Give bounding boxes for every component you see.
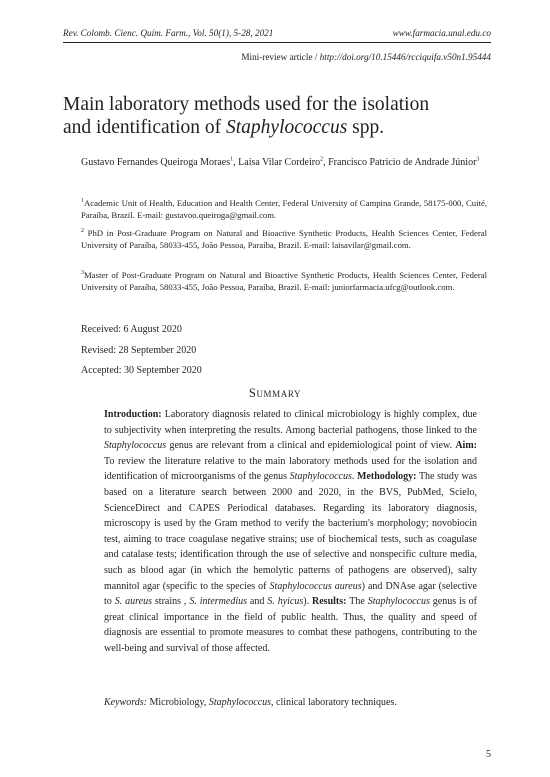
revised-date: Revised: 28 September 2020 — [81, 345, 197, 356]
doi-link[interactable]: http://doi.org/10.15446/rcciquifa.v50n1.95444 — [319, 52, 491, 62]
intro-label: Introduction: — [104, 409, 162, 420]
author-1: Gustavo Fernandes Queiroga Moraes — [81, 157, 231, 168]
title-genus: Staphylococcus — [226, 117, 348, 138]
article-type-label: Mini-review article / — [241, 52, 320, 62]
author-2: , Laísa Vilar Cordeiro — [233, 157, 321, 168]
species-name: S. intermedius — [189, 596, 247, 608]
genus-name: Staphylococcus — [367, 596, 430, 608]
affiliation-1-text: Academic Unit of Health, Education and Health Center, Federal University of Campina Grande, 58175-000, Cuité, Paraíba, Brazil. E-mail: gustavoo.queiroga@gmail.com. — [81, 198, 487, 221]
page-number: 5 — [486, 749, 491, 760]
abstract-text: strains , — [151, 596, 190, 608]
journal-citation: Rev. Colomb. Cienc. Quím. Farm., Vol. 50(1), 5-28, 2021 — [63, 28, 274, 38]
abstract-body — [104, 407, 477, 657]
abstract-text: . — [351, 471, 358, 483]
abstract-text: ). — [303, 596, 313, 608]
abstract-text: ) and DNAse agar (selective to — [104, 580, 477, 608]
abstract-text: genus are relevant from a clinical and epidemiological point of view. — [166, 440, 456, 452]
author-2-affil: 2 — [320, 156, 324, 163]
species-name: Staphylococcus aureus — [269, 580, 362, 592]
header-rule — [63, 42, 491, 43]
article-type-line — [241, 52, 491, 62]
abstract-text: Laboratory diagnosis related to clinical microbiology is highly complex, due to subjectivity when interpreting the results. Among bacterial pathogens, those linked to the — [104, 409, 477, 436]
abstract-text: genus is of great clinical importance in the field of public health. Thus, the quality and speed of diagnosis are essential to promote measures to combat these pathogens, contributing to the well-being and survival of those affected. — [104, 596, 477, 654]
author-1-affil: 1 — [230, 156, 234, 163]
author-3: , Francisco Patricio de Andrade Júnior — [323, 157, 477, 168]
affiliation-3-text: Master of Post-Graduate Program on Natural and Bioactive Synthetic Products, Health Sciences Center, Federal University of Paraíba, 58033-455, João Pessoa, Paraíba, Brazil. E-mail: juniorfarmacia.ufcg@outlook.com. — [81, 270, 487, 293]
keyword-text: Microbiology, — [146, 697, 209, 708]
title-line-2-suffix: spp. — [347, 117, 385, 138]
species-name: S. aureus — [114, 596, 152, 608]
species-name: S. hyicus — [267, 596, 304, 608]
results-label: Results: — [312, 596, 347, 608]
journal-website[interactable]: www.farmacia.unal.edu.co — [392, 28, 491, 38]
affiliation-3-num: 3 — [81, 270, 84, 277]
author-3-affil: 3 — [476, 156, 480, 163]
article-title — [63, 93, 483, 139]
abstract-text: The study was based on a literature search between 2000 and 2020, in the BVS, PubMed, Scielo, ScienceDirect and CAPES Periodical databases. Regarding its laboratory diagnosis, microscopy is used by the Gram method to verify the bacterium's morphology; novobiocin test, aiming to trace coagulase negative strains; use of biochemical tests, such as coagulase and catalase tests; identification through the use of selective and nonspecific culture media, such as blood agar (in which the hemolytic patterns of pathogens are observed), salty mannitol agar (specific to the species of — [104, 471, 478, 592]
title-line-1: Main laboratory methods used for the isolation — [63, 94, 430, 115]
affiliation-3 — [81, 269, 487, 294]
author-list — [81, 155, 487, 170]
title-line-2-prefix: and identification of — [63, 117, 226, 138]
summary-heading: Summary — [248, 386, 302, 400]
methodology-label: Methodology: — [357, 471, 417, 483]
accepted-date: Accepted: 30 September 2020 — [81, 365, 202, 376]
affiliation-1-num: 1 — [81, 198, 84, 205]
genus-name: Staphylococcus — [289, 471, 352, 483]
keyword-text: , clinical laboratory techniques. — [271, 697, 397, 708]
abstract-text: To review the literature relative to the main laboratory methods used for the isolation and identification of microorganisms of the genus — [104, 455, 477, 483]
keywords-label: Keywords: — [104, 697, 147, 708]
affiliation-2 — [81, 227, 487, 252]
abstract-text: The — [346, 596, 368, 608]
abstract-text: and — [247, 596, 268, 608]
keyword-genus: Staphylococcus — [208, 697, 272, 708]
affiliation-1 — [81, 197, 487, 222]
keywords-line — [104, 697, 484, 708]
genus-name: Staphylococcus — [104, 440, 167, 452]
affiliation-2-text: PhD in Post-Graduate Program on Natural and Bioactive Synthetic Products, Health Sciences Center, Federal University of Paraíba, 58033-455, João Pessoa, Paraíba, Brazil. E-mail: laisavilar@gmail.com. — [81, 228, 487, 251]
running-header — [63, 28, 491, 38]
affiliation-2-num: 2 — [81, 228, 84, 235]
received-date: Received: 6 August 2020 — [81, 324, 182, 335]
aim-label: Aim: — [455, 440, 477, 452]
